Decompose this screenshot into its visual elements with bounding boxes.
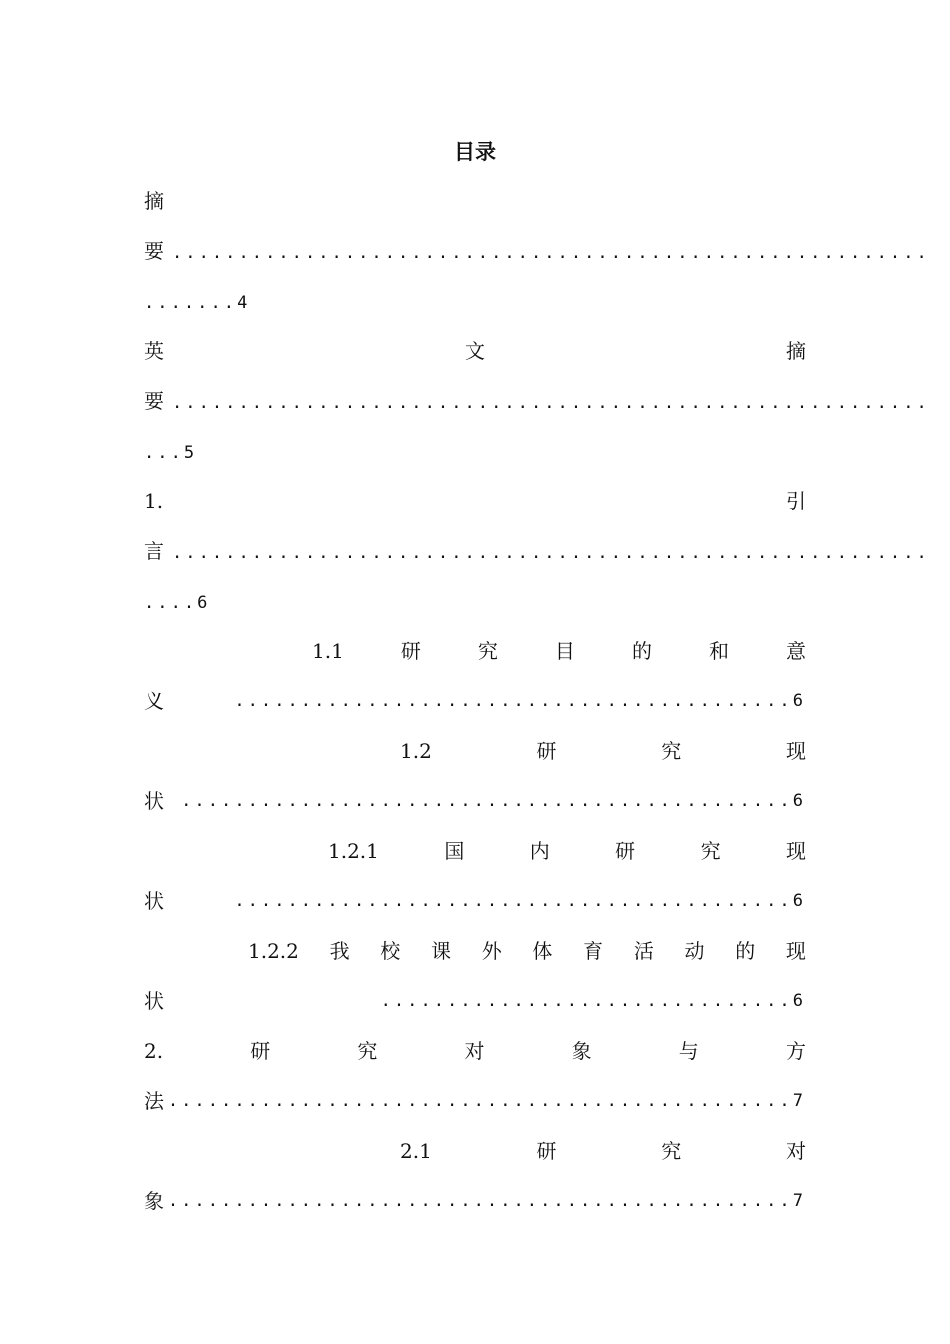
toc-leader-dots: ......................................................... [172, 243, 930, 263]
toc-leader-dots: ......................................................... [172, 393, 930, 413]
toc-word: 动 [684, 939, 705, 963]
toc-line [144, 236, 930, 266]
toc-word: 象 [571, 1039, 592, 1063]
toc-word: 国 [444, 839, 465, 863]
toc-line [144, 686, 806, 716]
toc-lead-char: 言 [144, 539, 164, 563]
toc-word: 研 [536, 1139, 557, 1163]
toc-line [328, 836, 806, 866]
toc-lead-char: 要 [144, 389, 164, 413]
toc-word: 我 [329, 939, 350, 963]
toc-line [144, 986, 806, 1016]
toc-word: 究 [661, 1139, 682, 1163]
toc-word: 究 [700, 839, 721, 863]
toc-word: 1. [144, 489, 164, 513]
toc-line [144, 586, 806, 616]
toc-word: 的 [631, 639, 652, 663]
toc-text: ....6 [144, 593, 211, 613]
toc-word: 对 [464, 1039, 485, 1063]
toc-line [144, 336, 806, 366]
toc-text: ...5 [144, 443, 198, 463]
toc-line [144, 186, 806, 216]
toc-word: 2. [144, 1039, 164, 1063]
toc-line [144, 286, 806, 316]
toc-word: 摘 [786, 339, 806, 363]
toc-word: 研 [250, 1039, 271, 1063]
toc-lead-char: 状 [144, 789, 164, 813]
toc-word: 2.1 [400, 1139, 432, 1163]
toc-word: 现 [785, 739, 806, 763]
toc-word: 方 [785, 1039, 806, 1063]
toc-line [144, 886, 806, 916]
toc-line [144, 536, 930, 566]
toc-line [144, 1186, 806, 1216]
toc-leader-dots: ..............................................6 [181, 791, 806, 811]
toc-word: 育 [583, 939, 604, 963]
toc-word: 英 [144, 339, 164, 363]
toc-word: 和 [708, 639, 729, 663]
toc-word: 校 [380, 939, 401, 963]
toc-line [144, 486, 806, 516]
toc-word: 究 [661, 739, 682, 763]
toc-word: 外 [481, 939, 502, 963]
toc-leader-dots: ...............................................7 [167, 1191, 806, 1211]
toc-word: 的 [735, 939, 756, 963]
toc-lead-char: 象 [144, 1189, 164, 1213]
toc-word: 现 [785, 939, 806, 963]
toc-text: .......4 [144, 293, 251, 313]
toc-word: 活 [633, 939, 654, 963]
toc-word: 与 [678, 1039, 699, 1063]
toc-word: 究 [477, 639, 498, 663]
toc-word: 文 [465, 339, 485, 363]
toc-word: 1.2.2 [248, 939, 299, 963]
toc-lead-char: 义 [144, 689, 164, 713]
toc-word: 体 [532, 939, 553, 963]
toc-word: 1.2.1 [328, 839, 379, 863]
toc-line [312, 636, 806, 666]
toc-word: 课 [431, 939, 451, 963]
toc-leader-dots: ...............................6 [380, 991, 806, 1011]
toc-line [144, 786, 806, 816]
toc-text: 摘 [144, 189, 164, 213]
toc-word: 究 [357, 1039, 378, 1063]
toc-word: 研 [536, 739, 557, 763]
toc-word: 1.1 [312, 639, 344, 663]
toc-word: 意 [786, 639, 806, 663]
toc-word: 内 [529, 839, 550, 863]
toc-word: 对 [785, 1139, 806, 1163]
toc-word: 现 [786, 839, 806, 863]
toc-line [144, 1036, 806, 1066]
toc-line [144, 1086, 806, 1116]
toc-title: 目录 [454, 140, 496, 164]
toc-lead-char: 法 [144, 1089, 164, 1113]
toc-leader-dots: ...............................................7 [167, 1091, 806, 1111]
toc-leader-dots: ......................................................... [172, 543, 930, 563]
toc-lead-char: 状 [144, 889, 164, 913]
toc-line [144, 386, 930, 416]
toc-line [400, 1136, 806, 1166]
toc-lead-char: 状 [144, 989, 164, 1013]
toc-word: 研 [615, 839, 636, 863]
toc-word: 目 [554, 639, 575, 663]
toc-word: 1.2 [400, 739, 432, 763]
toc-line [400, 736, 806, 766]
toc-line [248, 936, 806, 966]
toc-line [144, 436, 806, 466]
toc-lead-char: 要 [144, 239, 164, 263]
toc-leader-dots: ..........................................6 [234, 891, 806, 911]
toc-word: 引 [786, 489, 806, 513]
toc-word: 研 [400, 639, 421, 663]
toc-leader-dots: ..........................................6 [234, 691, 806, 711]
